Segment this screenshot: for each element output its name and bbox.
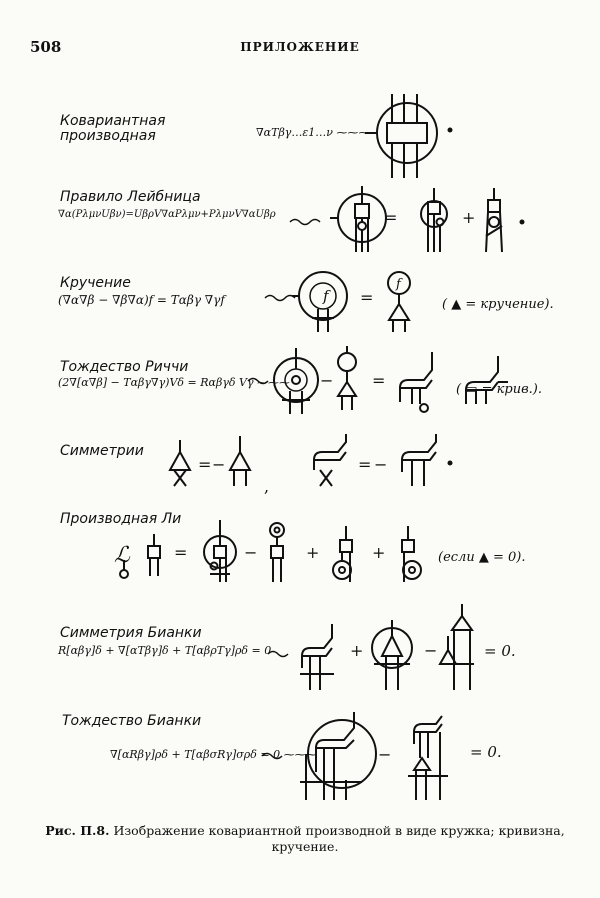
minus-sign: − xyxy=(212,455,226,474)
minus-sign: − xyxy=(424,641,438,660)
plus-sign: + xyxy=(350,641,364,660)
equals-sign: = xyxy=(174,543,188,562)
bianchi-symmetry-diagram xyxy=(268,604,474,690)
equals-sign: = xyxy=(360,288,374,307)
tail-bianchi-symmetry: = 0. xyxy=(484,642,516,660)
label-torsion: Кручение xyxy=(60,275,131,291)
caption-text: Изображение ковариантной производной в виде кружка; кривизна, кручение. xyxy=(113,823,565,854)
label-lie-derivative: Производная Ли xyxy=(60,511,182,527)
label-ricci: Тождество Риччи xyxy=(60,359,189,375)
tail-bianchi-identity: = 0. xyxy=(470,743,502,761)
comma: , xyxy=(264,477,270,496)
figure-caption xyxy=(20,823,590,855)
minus-sign: − xyxy=(244,543,258,562)
plus-sign: + xyxy=(372,543,386,562)
caption-label: Рис. П.8. xyxy=(45,823,110,838)
minus-sign: − xyxy=(378,745,392,764)
minus-sign: − xyxy=(320,371,334,390)
plus-sign: + xyxy=(306,543,320,562)
note-curvature: ( ▭ = крив.). xyxy=(456,382,543,397)
equals-sign: = xyxy=(384,208,398,227)
formula-ricci: (2∇[α∇β] − Tαβγ∇γ)Vδ = Rαβγδ Vγ ⁓⁓⁓ xyxy=(58,376,291,389)
covariant-derivative-diagram xyxy=(365,94,452,178)
label-leibniz: Правило Лейбница xyxy=(60,189,201,205)
lie-symbol: ℒ xyxy=(114,543,130,568)
equals-sign: = xyxy=(372,371,386,390)
formula-torsion: (∇α∇β − ∇β∇α)f = Tαβγ ∇γf xyxy=(58,293,225,307)
running-title: ПРИЛОЖЕНИЕ xyxy=(240,40,360,54)
equals-sign: = xyxy=(358,455,372,474)
minus-sign: − xyxy=(374,455,388,474)
note-lie-condition: (если ▲ = 0). xyxy=(438,550,526,565)
formula-bianchi-symmetry: R[αβγ]δ + ∇[αTβγ]δ + T[αβρTγ]ρδ = 0 xyxy=(58,644,272,657)
label-bianchi-symmetry: Симметрия Бианки xyxy=(60,625,202,641)
label-line: производная xyxy=(60,128,156,144)
f-symbol: f xyxy=(396,277,401,292)
torsion-diagram xyxy=(265,272,410,332)
label-bianchi-identity: Тождество Бианки xyxy=(62,713,202,729)
formula-leibniz: ∇α(PλμνUβν)=UβρV∇αPλμν+PλμνV∇αUβρ xyxy=(58,209,276,220)
note-torsion: ( ▲ = кручение). xyxy=(442,297,554,312)
leibniz-diagram xyxy=(290,186,524,252)
plus-sign: + xyxy=(462,208,476,227)
f-symbol: f xyxy=(323,287,329,305)
formula-bianchi-identity: ∇[αRβγ]ρδ + T[αβσRγ]σρδ = 0 ⁓⁓⁓ xyxy=(110,748,317,761)
formula-covariant: ∇αTβγ…ε1…ν ⁓⁓⁓ xyxy=(256,126,370,139)
bianchi-identity-diagram xyxy=(262,712,448,800)
label-symmetries: Симметрии xyxy=(60,443,144,459)
page-number: 508 xyxy=(30,38,62,56)
label-line: Ковариантная xyxy=(60,113,166,129)
equals-sign: = xyxy=(198,455,212,474)
